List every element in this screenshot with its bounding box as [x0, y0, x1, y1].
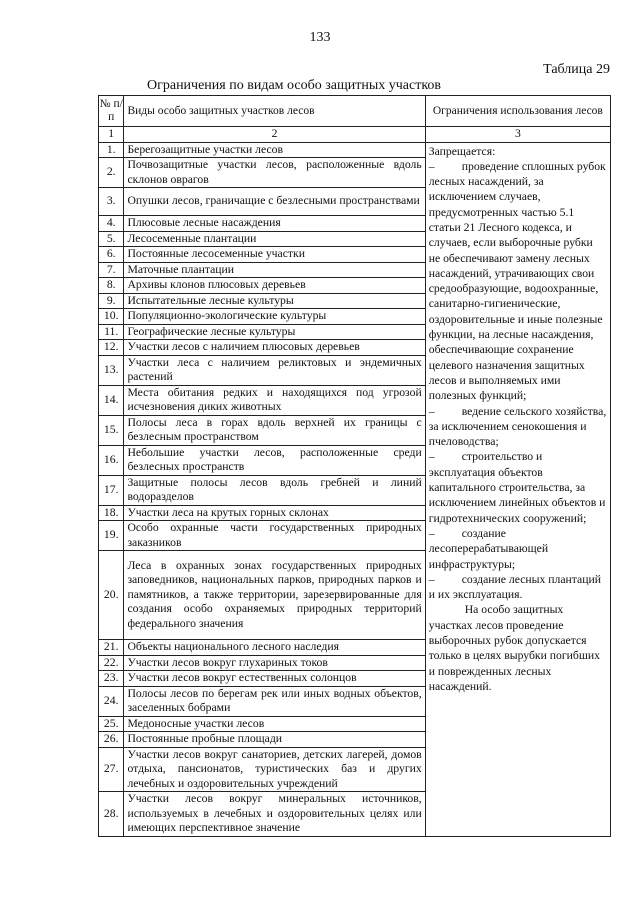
restrictions-intro: Запрещается:	[428, 144, 496, 158]
restrictions-cell	[425, 142, 610, 836]
row-number: 25.	[99, 716, 124, 732]
row-kind: Участки лесов вокруг глухариных токов	[124, 655, 425, 671]
row-kind: Участки лесов вокруг санаториев, детских лагерей, домов отдыха, пансионатов, туристических баз и других лечебных и оздоровительных учреждений	[124, 747, 425, 792]
row-kind: Участки леса с наличием реликтовых и эндемичных растений	[124, 355, 425, 385]
column-number: 3	[425, 127, 610, 143]
restrictions-table	[98, 95, 611, 837]
table-label: Таблица 29	[543, 62, 610, 77]
header-row	[99, 96, 611, 127]
row-number: 24.	[99, 686, 124, 716]
row-number: 21.	[99, 640, 124, 656]
row-number: 9.	[99, 293, 124, 309]
row-number: 13.	[99, 355, 124, 385]
restriction-item	[429, 526, 607, 572]
table-body	[99, 127, 611, 837]
row-kind: Леса в охранных зонах государственных природных заповедников, национальных парков, природных парков и памятников, а также территории, зарезервированные для создания особо охраняемых природных территорий федерального значения	[124, 551, 425, 640]
row-kind: Участки лесов с наличием плюсовых деревьев	[124, 340, 425, 356]
row-number: 19.	[99, 521, 124, 551]
row-number: 16.	[99, 445, 124, 475]
dash-marker: –	[428, 572, 435, 586]
restriction-text: создание лесоперерабатывающей инфраструктуры;	[428, 526, 549, 571]
dash-marker: –	[428, 159, 435, 173]
row-number: 20.	[99, 551, 124, 640]
header-restrictions: Ограничения использования лесов	[425, 96, 610, 127]
row-kind: Популяционно-экологические культуры	[124, 309, 425, 325]
row-kind: Особо охранные части государственных природных заказников	[124, 521, 425, 551]
row-number: 7.	[99, 262, 124, 278]
column-number: 1	[99, 127, 124, 143]
row-kind: Участки леса на крутых горных склонах	[124, 505, 425, 521]
header-kind: Виды особо защитных участков лесов	[124, 96, 425, 127]
row-kind: Архивы клонов плюсовых деревьев	[124, 278, 425, 294]
row-kind: Участки лесов вокруг минеральных источников, используемых в лечебных и оздоровительных целях или имеющих перспективное значение	[124, 792, 425, 837]
row-kind: Опушки лесов, граничащие с безлесными пространствами	[124, 188, 425, 216]
row-number: 23.	[99, 671, 124, 687]
row-number: 1.	[99, 142, 124, 158]
restriction-text: проведение сплошных рубок лесных насаждений, за исключением случаев, предусмотренных частью 5.1 статьи 21 Лесного кодекса, и случаев, если выборочные рубки не обеспечивают замену лесных насаждений, утрачивающих свои средообразующие, водоохранные, санитарно-гигиенические, оздоровительные и иные полезные функции, на лесные насаждения, обеспечивающие сохранение целевого назначения защитных лесов и выполняемых ими полезных функций;	[428, 159, 606, 403]
restriction-closing: участках лесов проведение выборочных рубок допускается только в целях вырубки погибших и поврежденных лесных насаждений.	[428, 618, 600, 693]
row-number: 5.	[99, 231, 124, 247]
row-kind: Объекты национального лесного наследия	[124, 640, 425, 656]
row-kind: Почвозащитные участки лесов, расположенные вдоль склонов оврагов	[124, 158, 425, 188]
row-kind: Берегозащитные участки лесов	[124, 142, 425, 158]
row-kind: Географические лесные культуры	[124, 324, 425, 340]
row-number: 27.	[99, 747, 124, 792]
row-number: 2.	[99, 158, 124, 188]
row-number: 22.	[99, 655, 124, 671]
restriction-item	[429, 404, 607, 450]
row-kind: Лесосеменные плантации	[124, 231, 425, 247]
row-kind: Постоянные лесосеменные участки	[124, 247, 425, 263]
restriction-text: создание лесных плантаций и их эксплуатация.	[428, 572, 602, 602]
restriction-text: строительство и эксплуатация объектов капитального строительства, за исключением линейных объектов и гидротехнических сооружений;	[428, 450, 606, 525]
row-number: 17.	[99, 475, 124, 505]
row-kind: Постоянные пробные площади	[124, 732, 425, 748]
row-number: 14.	[99, 385, 124, 415]
row-number: 18.	[99, 505, 124, 521]
page-number: 133	[309, 30, 331, 45]
restriction-item	[429, 159, 607, 404]
table-caption: Ограничения по видам особо защитных участков	[147, 78, 442, 93]
column-number: 2	[124, 127, 425, 143]
header-num: № п/п	[99, 96, 124, 127]
table-row	[99, 142, 611, 158]
row-number: 26.	[99, 732, 124, 748]
row-number: 15.	[99, 415, 124, 445]
row-number: 3.	[99, 188, 124, 216]
row-number: 8.	[99, 278, 124, 294]
row-number: 4.	[99, 216, 124, 232]
row-number: 28.	[99, 792, 124, 837]
column-number-row	[99, 127, 611, 143]
row-kind: Медоносные участки лесов	[124, 716, 425, 732]
dash-marker: –	[428, 526, 435, 540]
row-number: 6.	[99, 247, 124, 263]
restriction-item	[429, 449, 607, 525]
row-kind: Плюсовые лесные насаждения	[124, 216, 425, 232]
row-kind: Участки лесов вокруг естественных солонцов	[124, 671, 425, 687]
row-number: 11.	[99, 324, 124, 340]
row-kind: Маточные плантации	[124, 262, 425, 278]
restriction-closing-lead: На особо защитных	[464, 603, 564, 617]
row-kind: Места обитания редких и находящихся под угрозой исчезновения диких животных	[124, 385, 425, 415]
row-number: 10.	[99, 309, 124, 325]
row-kind: Защитные полосы лесов вдоль гребней и линий водоразделов	[124, 475, 425, 505]
row-kind: Небольшие участки лесов, расположенные среди безлесных пространств	[124, 445, 425, 475]
row-number: 12.	[99, 340, 124, 356]
row-kind: Испытательные лесные культуры	[124, 293, 425, 309]
restriction-text: ведение сельского хозяйства, за исключением сенокошения и пчеловодства;	[428, 404, 607, 449]
dash-marker: –	[428, 450, 435, 464]
row-kind: Полосы леса в горах вдоль верхней их границы с безлесным пространством	[124, 415, 425, 445]
dash-marker: –	[428, 404, 435, 418]
row-kind: Полосы лесов по берегам рек или иных водных объектов, заселенных бобрами	[124, 686, 425, 716]
restriction-item	[429, 572, 607, 603]
